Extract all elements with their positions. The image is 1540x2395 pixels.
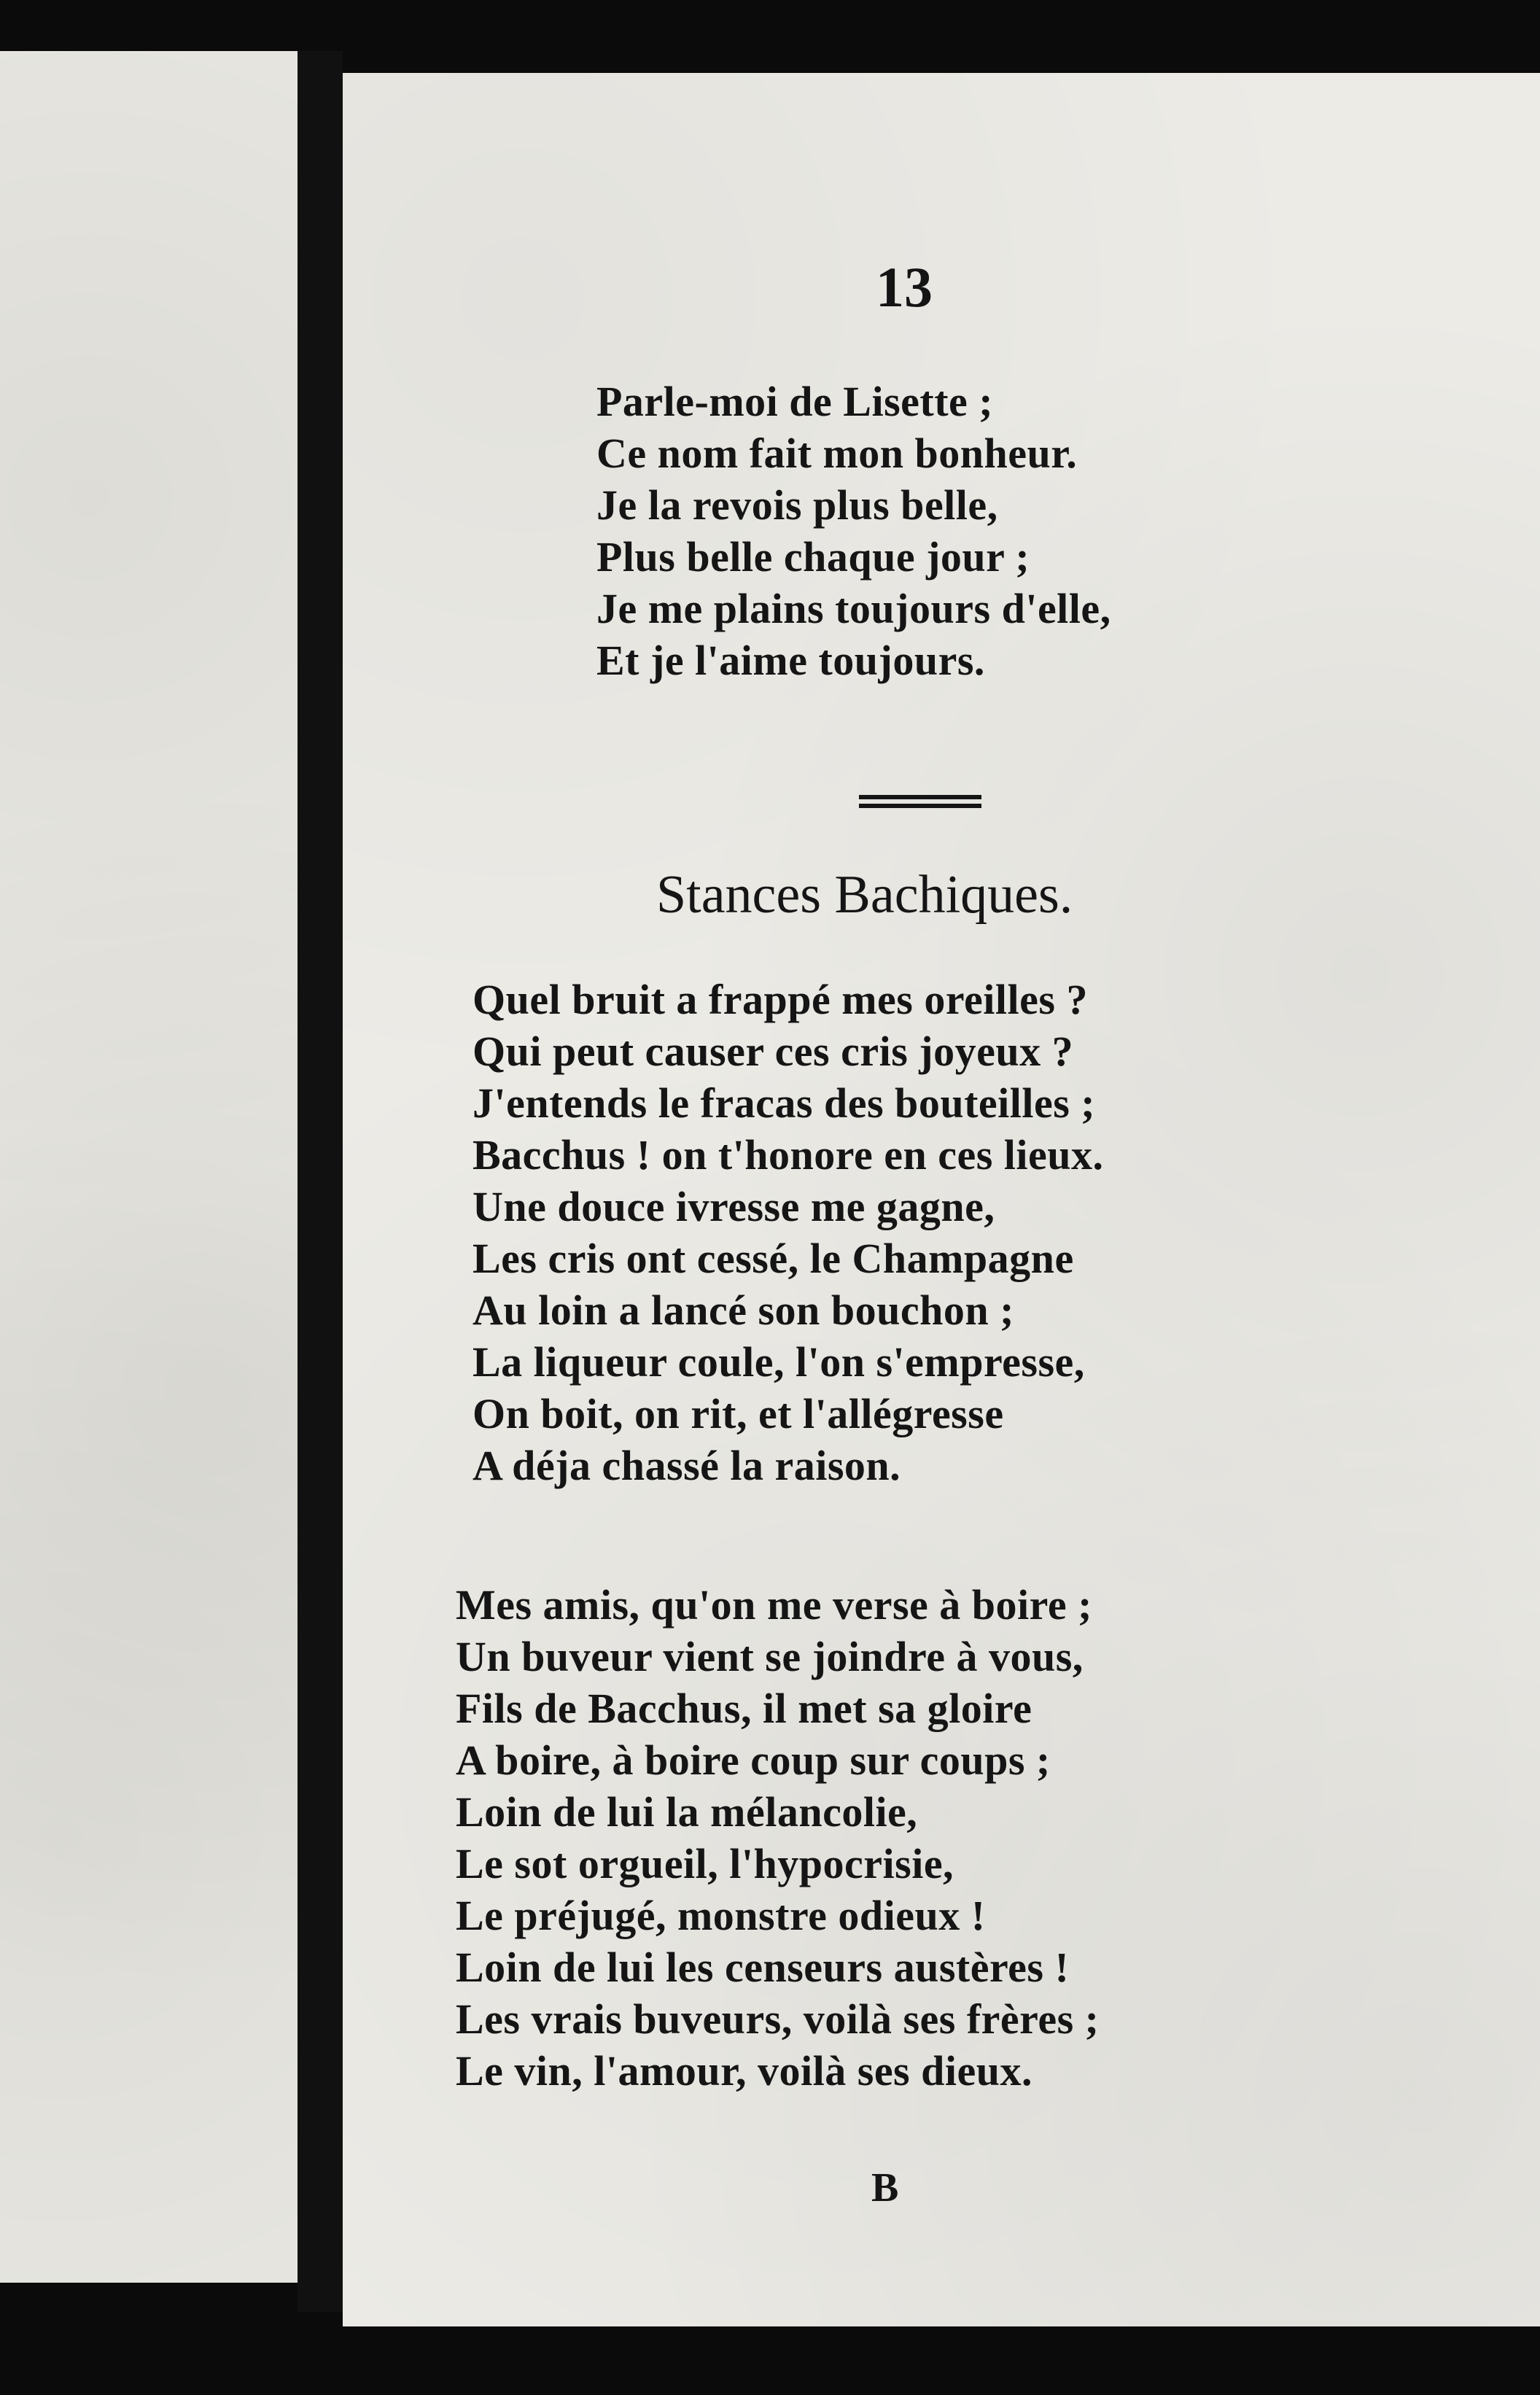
- verse-line: Quel bruit a frappé mes oreilles ?: [472, 976, 1088, 1023]
- verse-line: Mes amis, qu'on me verse à boire ;: [456, 1581, 1092, 1629]
- verse-line: Et je l'aime toujours.: [596, 637, 985, 684]
- stanza-1: [472, 974, 1104, 1491]
- verse-line: A boire, à boire coup sur coups ;: [456, 1736, 1051, 1784]
- verse-line: Une douce ivresse me gagne,: [472, 1183, 995, 1230]
- verse-line: Plus belle chaque jour ;: [596, 533, 1030, 581]
- book-gutter: [298, 51, 343, 2312]
- verse-line: Parle-moi de Lisette ;: [596, 378, 994, 425]
- verse-line: Loin de lui les censeurs austères !: [456, 1944, 1070, 1991]
- verse-line: Qui peut causer ces cris joyeux ?: [472, 1028, 1074, 1075]
- stanza-intro: [596, 376, 1111, 686]
- verse-line: Le préjugé, monstre odieux !: [456, 1892, 986, 1939]
- verse-line: Je la revois plus belle,: [596, 481, 998, 529]
- verse-line: Les vrais buveurs, voilà ses frères ;: [456, 1995, 1100, 2043]
- verse-line: Bacchus ! on t'honore en ces lieux.: [472, 1131, 1104, 1179]
- verse-line: Un buveur vient se joindre à vous,: [456, 1633, 1084, 1680]
- verse-line: Loin de lui la mélancolie,: [456, 1788, 918, 1836]
- verse-line: J'entends le fracas des bouteilles ;: [472, 1079, 1096, 1127]
- verse-line: Le sot orgueil, l'hypocrisie,: [456, 1840, 954, 1887]
- verse-line: Ce nom fait mon bonheur.: [596, 430, 1078, 477]
- signature-mark: B: [871, 2165, 899, 2210]
- verse-line: Les cris ont cessé, le Champagne: [472, 1235, 1074, 1282]
- verse-line: Je me plains toujours d'elle,: [596, 585, 1111, 632]
- page-number: 13: [876, 255, 933, 319]
- verse-line: Fils de Bacchus, il met sa gloire: [456, 1685, 1032, 1732]
- stanza-2: [456, 1579, 1100, 2097]
- section-divider: [859, 795, 981, 810]
- verse-line: On boit, on rit, et l'allégresse: [472, 1390, 1004, 1437]
- verse-line: Au loin a lancé son bouchon ;: [472, 1286, 1014, 1334]
- verse-line: La liqueur coule, l'on s'empresse,: [472, 1338, 1085, 1386]
- verse-line: Le vin, l'amour, voilà ses dieux.: [456, 2047, 1033, 2095]
- verse-line: A déja chassé la raison.: [472, 1442, 901, 1489]
- section-title: Stances Bachiques.: [656, 865, 1073, 925]
- left-page: [0, 51, 298, 2283]
